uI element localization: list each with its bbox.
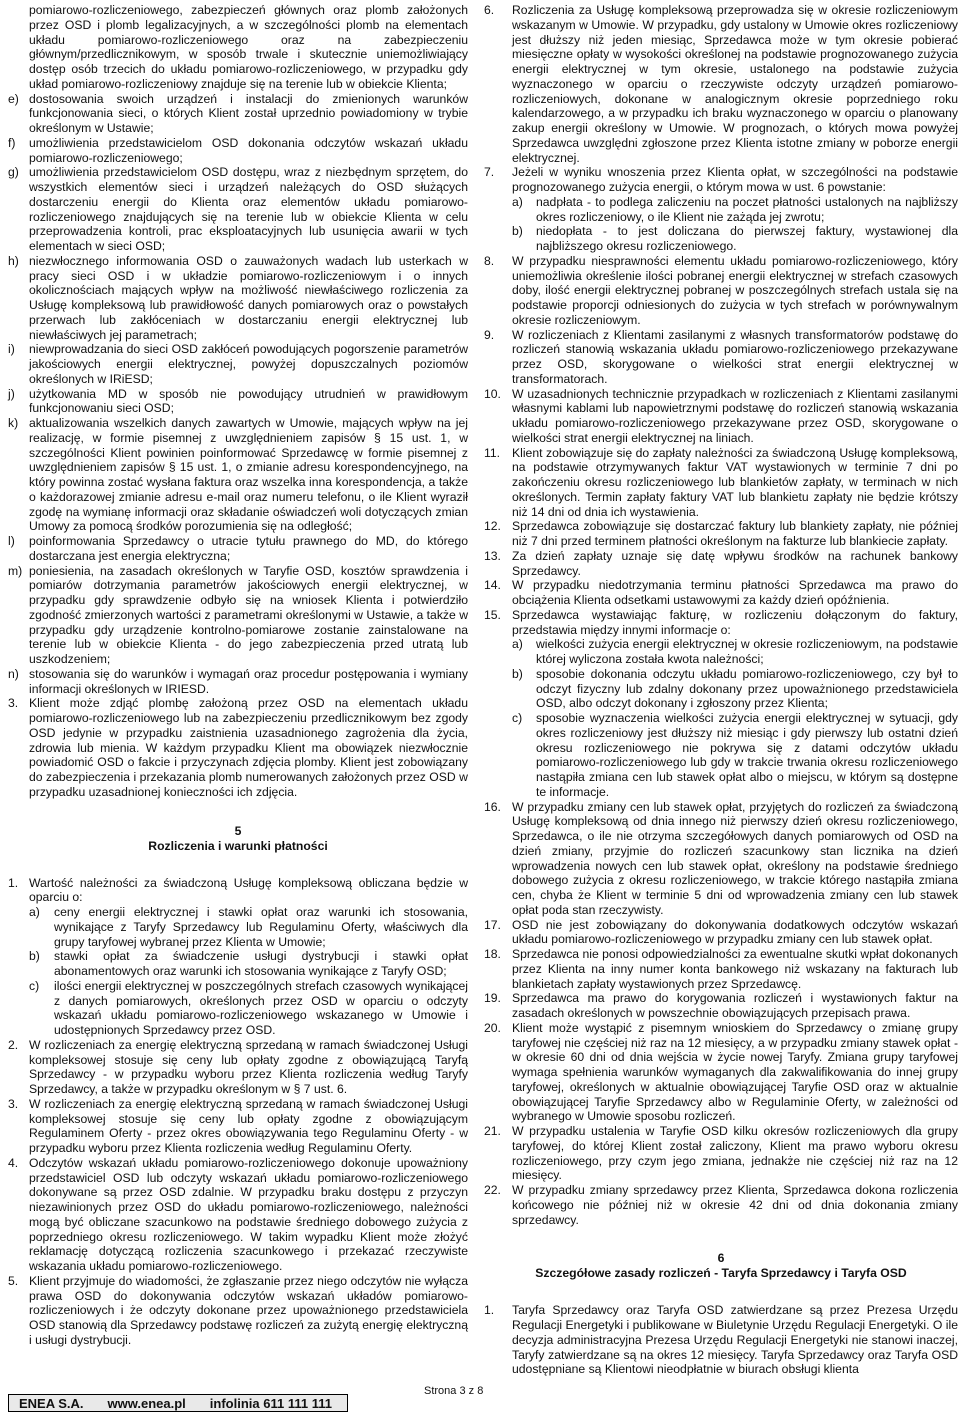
- obligation-item: k) aktualizowania wszelkich danych zawartych w Umowie, mających wpływ na jej realizację, w formie pisemnej z uwzględnieniem zapisów § 15 ust. 1, w szczególności Klient powinien poinformować Sprzedawcę w formie pisemnej z uwzględnieniem zapisów § 15 ust. 1, o zmianie adresu korespondencyjnego, na który powinna zostać wysłana faktura oraz wszelka inna korespondencja, a także o każdorazowej zmianie adresu e-mail oraz numeru telefonu, o ile Klient wyraził zgodę na wymianę informacji oraz składanie oświadczeń woli dotyczących zmian Umowy za pomocą środków porozumienia się na odległość;: [8, 416, 468, 534]
- s5-clause: 13. Za dzień zapłaty uznaje się datę wpływu środków na rachunek bankowy Sprzedawcy.: [484, 548, 958, 578]
- obligation-item: g) umożliwienia przedstawicielom OSD dostępu, wraz z niezbędnym sprzętem, do wszystkich elementów sieci i urządzeń należących do OSD służących dostarczeniu energii do Klienta oraz elementów układu pomiarowo-rozliczeniowego znajdujących się na terenie lub w obiekcie Klienta w celu przeprowadzenia kontroli, prac eksploatacyjnych lub usunięcia awarii w tych elementach w sieci OSD;: [8, 165, 468, 253]
- obligation-item: e) dostosowania swoich urządzeń i instalacji do zmienionych warunków funkcjonowania sieci, o których Klient został uprzednio powiadomiony w trybie określonym w Ustawie;: [8, 91, 468, 135]
- s5-clause-1: 1. Wartość należności za świadczoną Usługę kompleksową obliczana będzie w oparciu o: a) ceny energii elektrycznej i stawki opłat oraz warunki ich stosowania, wynikające z Taryfy Sprzedawcy lub Regulaminu Oferty, właściwych dla grupy taryfowej wybranej przez Klienta w Umowie; b) stawki opłat za świadczenie usługi dystrybucji i stawki opłat abonamentowych oraz warunki ich stosowania wynikające z Taryfy OSD; c) ilości energii elektrycznej w poszczególnych strefach czasowych wynikającej z danych pomiarowych, określonych przez OSD w oparciu o odczyty wskazań układu pomiarowo-rozliczeniowego wskazanego w Umowie i udostępnionych Sprzedawcy przez OSD.: [8, 875, 468, 1037]
- obligations-list: [8, 92, 468, 697]
- s5-clause: 12. Sprzedawca zobowiązuje się dostarczać faktury lub blankiety zapłaty, nie później niż 7 dni przed terminem płatności określonym na fakturze lub blankiecie zapłaty.: [484, 519, 958, 548]
- sub-item: a) nadpłata - to podlega zaliczeniu na poczet płatności ustalonych na najbliższy okres rozliczeniowy, o ile Klient nie zażąda jej zwrotu;: [512, 194, 958, 224]
- s5-clauses: [8, 1038, 468, 1348]
- s5-clause: 18. Sprzedawca nie ponosi odpowiedzialności za ewentualne skutki wpłat dokonanych przez Klienta na inny numer konta bankowego niż wskazany na fakturach lub blankietach zapłaty wystawionych przez Sprzedawcę.: [484, 947, 958, 991]
- s5-clause: 7. Jeżeli w wyniku wnoszenia przez Klienta opłat, w szczególności na podstawie prognozowanego zużycia energii, o którym mowa w ust. 6 powstanie: a) nadpłata - to podlega zaliczeniu na poczet płatności ustalonych na najbliższy okres rozliczeniowy, o ile Klient nie zażąda jej zwrotu; b) niedopłata - to jest doliczana do pierwszej faktury, wystawionej dla najbliższego okresu rozliczeniowego.: [484, 165, 958, 253]
- clause-3: 3. Klient może zdjąć plombę założoną przez OSD na elementach układu pomiarowo-rozliczeniowego lub na zabezpieczeniu przedlicznikowym bez zgody OSD jedynie w przypadku zaistnienia uzasadnionego zagrożenia dla życia, zdrowia lub mienia. W każdym przypadku Klient ma obowiązek niezwłocznie powiadomić OSD o fakcie i przyczynach zdjęcia plomby. Klient jest zobowiązany do zabezpieczenia i przekazania plomb numerowanych założonych przez OSD w przypadku uzasadnionej konieczności ich zdjęcia.: [8, 696, 468, 799]
- s5-clause: 20. Klient może wystąpić z pisemnym wnioskiem do Sprzedawcy o zmianę grupy taryfowej nie częściej niż raz na 12 miesięcy, a w przypadku zmiany stawek opłat - w okresie 60 dni od dnia wejścia w życie nowej Taryfy. Zmiana grupy taryfowej wymaga spełnienia warunków wymaganych dla zakwalifikowania do innej grupy taryfowej, określonych w aktualnie obowiązującej Taryfie OSD oraz w aktualnie obowiązującej Taryfie Sprzedawcy albo w Regulaminie Oferty, w zależności od wybranego w Umowie sposobu rozliczeń.: [484, 1020, 958, 1124]
- s5-clause: 11. Klient zobowiązuje się do zapłaty należności za świadczoną Usługę kompleksową, na podstawie otrzymywanych faktur VAT wystawionych w terminie 7 dni po zakończeniu okresu rozliczeniowego lub blankietów zapłaty, w terminach w nich określonych. Termin zapłaty faktury VAT lub blankietu zapłaty nie będzie krótszy niż 14 dni od dnia ich wystawienia.: [484, 445, 958, 519]
- section-6-heading: [484, 1251, 958, 1281]
- sub-item: a) wielkości zużycia energii elektrycznej w okresie rozliczeniowym, na podstawie której wyliczona została kwota należności;: [512, 637, 958, 666]
- s5-clause: 19. Sprzedawca ma prawo do korygowania rozliczeń i wystawionych faktur na zasadach określonych w powszechnie obowiązujących przepisach prawa.: [484, 991, 958, 1020]
- sub-item: b) niedopłata - to jest doliczana do pierwszej faktury, wystawionej dla najbliższego okresu rozliczeniowego.: [512, 224, 958, 253]
- s6-clause-1: 1. Taryfa Sprzedawcy oraz Taryfa OSD zatwierdzane są przez Prezesa Urzędu Regulacji Energetyki i publikowane w Biuletynie Urzędu Regulacji Energetyki. O ile decyzja administracyjna Prezesa Urzędu Regulacji Energetyki nie stanowi inaczej, Taryfy zatwierdzane są na okres 12 miesięcy. Taryfa Sprzedawcy oraz Taryfa OSD udostępniane są Klientowi nieodpłatnie w biurach obsługi klienta: [484, 1303, 958, 1377]
- s5-clause: 15. Sprzedawca wystawiając fakturę, w rozliczeniu dołączonym do faktury, przedstawia między innymi informacje o: a) wielkości zużycia energii elektrycznej w okresie rozliczeniowym, na podstawie której wyliczona została kwota należności; b) sposobie dokonania odczytu układu pomiarowo-rozliczeniowego, czy był to odczyt fizyczny lub zdalny dokonany przez upoważnionego przedstawiciela OSD, albo odczyt dokonany i zgłoszony przez Klienta; c) sposobie wyznaczenia wielkości zużycia energii elektrycznej w sytuacji, gdy okres rozliczeniowy jest dłuższy niż miesiąc i gdy pierwszy lub ostatni dzień okresu rozliczeniowego nie pokrywa się z datami odczytów układu pomiarowo-rozliczeniowego lub gdy w trakcie trwania okresu rozliczeniowego nastąpiła zmiana cen lub stawek opłat albo o miejscu, w którym są dostępne te informacje.: [484, 607, 958, 799]
- s5-clause: 8. W przypadku niesprawności elementu układu pomiarowo-rozliczeniowego, który uniemożliwia określenie ilości pobranej energii elektrycznej w strefach czasowych doby, ilość energii elektrycznej pobranej w poszczególnych strefach ustala się na podstawie proporcji odniesionych do zużycia w tych strefach w porównywalnym okresie rozliczeniowym.: [484, 253, 958, 327]
- sub-item: c) sposobie wyznaczenia wielkości zużycia energii elektrycznej w sytuacji, gdy okres rozliczeniowy jest dłuższy niż miesiąc i gdy pierwszy lub ostatni dzień okresu rozliczeniowego nie pokrywa się z datami odczytów układu pomiarowo-rozliczeniowego lub gdy w trakcie trwania okresu rozliczeniowego nastąpiła zmiana cen lub stawek opłat albo o miejscu, w którym są dostępne te informacje.: [512, 711, 958, 799]
- continued-paragraph: pomiarowo-rozliczeniowego, zabezpieczeń głównych oraz plomb założonych przez OSD i plomb legalizacyjnych, a w szczególności plomb na elementach układu pomiarowo-rozliczeniowego oraz na zabezpieczeniu głównym/przedlicznikowym, w sposób trwale i skutecznie uniemożliwiający dostęp osób trzecich do układu pomiarowo-rozliczeniowego, w przypadku gdy układ pomiarowo-rozliczeniowy znajduje się na terenie lub w obiekcie Klienta;: [29, 3, 468, 91]
- footer-company: ENEA S.A.: [19, 1396, 84, 1411]
- s5-clause: 16. W przypadku zmiany cen lub stawek opłat, przyjętych do rozliczeń za świadczoną Usługę kompleksową od dnia innego niż pierwszy dzień okresu rozliczeniowego, Sprzedawca, o ile nie otrzyma szczegółowych danych pomiarowych od OSD na dzień zmiany, przyjmie do rozliczeń szacunkowy stan licznika na dzień wprowadzenia nowych cen lub stawek opłat, określony na podstawie średniego dobowego zużycia z okresu rozliczeniowego, w trakcie którego nastąpiła zmiana cen, chyba że Klient w terminie 5 dni od wprowadzenia zmiany cen lub stawek opłat poda stan rzeczywisty.: [484, 799, 958, 917]
- s5-clauses-continued: [484, 3, 958, 254]
- section-5-number: 5: [234, 823, 242, 838]
- s5-clause: 22. W przypadku zmiany sprzedawcy przez Klienta, Sprzedawca dokona rozliczenia końcowego nie później niż w okresie 42 dni od dnia dokonania zmiany sprzedawcy.: [484, 1183, 958, 1227]
- left-column: [8, 3, 468, 1348]
- sub-item: b) sposobie dokonania odczytu układu pomiarowo-rozliczeniowego, czy był to odczyt fizyczny lub zdalny dokonany przez upoważnionego przedstawiciela OSD, albo odczyt dokonany i zgłoszony przez Klienta;: [512, 666, 958, 711]
- s5-clause: 4. Odczytów wskazań układu pomiarowo-rozliczeniowego dokonuje upoważniony przedstawiciel OSD lub odczyty wskazań układu pomiarowo-rozliczeniowego dokonywane są przez OSD zdalnie. W przypadku braku dostępu z przyczyn niezawinionych przez OSD do układu pomiarowo-rozliczeniowego, należności mogą być obliczane szacunkowo na podstawie średniego dobowego zużycia z poprzedniego okresu rozliczeniowego. W takim wypadku Klient może złożyć reklamację dotyczącą rozliczenia szacunkowego i przekazać rzeczywiste wskazania układu pomiarowo-rozliczeniowego.: [8, 1155, 468, 1273]
- s5-clauses-end: [484, 800, 958, 1228]
- sub-item: c) ilości energii elektrycznej w poszczególnych strefach czasowych wynikającej z danych pomiarowych, określonych przez OSD w oparciu o odczyty wskazań układu pomiarowo-rozliczeniowego wskazanego w Umowie i udostępnionych Sprzedawcy przez OSD.: [29, 978, 468, 1037]
- section-6-number: 6: [717, 1251, 725, 1266]
- footer-website: www.enea.pl: [107, 1396, 186, 1411]
- obligation-item: n) stosowania się do warunków i wymagań oraz procedur postępowania i wymiany informacji określonych w IRIESD.: [8, 666, 468, 696]
- right-column: [484, 3, 958, 1377]
- s5-clause: 21. W przypadku ustalenia w Taryfie OSD kilku okresów rozliczeniowych dla grupy taryfowej, do której Klient został zaliczony, Klient ma prawo wyboru okresu rozliczeniowego, przy czym jego zmiana, jednakże nie częściej niż raz na 12 miesięcy.: [484, 1124, 958, 1183]
- obligation-item: l) poinformowania Sprzedawcy o utracie tytułu prawnego do MD, do którego dostarczana jest energia elektryczna;: [8, 534, 468, 563]
- clause-7-sublist: [512, 195, 958, 254]
- page-number: Strona 3 z 8: [424, 1385, 484, 1397]
- sub-item: a) ceny energii elektrycznej i stawki opłat oraz warunki ich stosowania, wynikające z Taryfy Sprzedawcy lub Regulaminu Oferty, właściwych dla grupy taryfowej wybranej przez Klienta w Umowie;: [29, 905, 468, 949]
- s5-clause: 5. Klient przyjmuje do wiadomości, że zgłaszanie przez niego odczytów nie wyłącza prawa OSD do dokonywania odczytów wskazań układów pomiarowo-rozliczeniowych i że odczyty dokonane przez upoważnionego przedstawiciela OSD stanowią dla Sprzedawcy podstawę rozliczeń za zużytą energię elektryczną i usługi dystrybucji.: [8, 1273, 468, 1347]
- s5-clause: 3. W rozliczeniach za energię elektryczną sprzedaną w ramach świadczonej Usługi kompleksowej stosuje się ceny lub opłaty zgodne z obowiązującym Regulaminem Oferty - przez okres obowiązywania tego Regulaminu Oferty - w przypadku wyboru przez Klienta rozliczenia według Regulaminu Oferty.: [8, 1096, 468, 1155]
- s5-clause-1-sublist: [29, 905, 468, 1038]
- obligation-item: f) umożliwienia przedstawicielom OSD dokonania odczytów wskazań układu pomiarowo-rozliczeniowego;: [8, 135, 468, 165]
- sub-item: b) stawki opłat za świadczenie usługi dystrybucji i stawki opłat abonamentowych oraz warunki ich stosowania wynikające z Taryfy OSD;: [29, 949, 468, 978]
- s5-clause: 2. W rozliczeniach za energię elektryczną sprzedaną w ramach świadczonej Usługi kompleksowej stosuje się ceny lub opłaty zgodne z obowiązującą Taryfą Sprzedawcy - w przypadku wyboru przez Klienta rozliczenia według Taryfy Sprzedawcy, a także w przypadku określonym w § 7 ust. 6.: [8, 1037, 468, 1096]
- footer-hotline: infolinia 611 111 111: [209, 1396, 332, 1411]
- obligation-item: j) użytkowania MD w sposób nie powodujący utrudnień w prawidłowym funkcjonowaniu sieci OSD;: [8, 386, 468, 416]
- s5-clause: 17. OSD nie jest zobowiązany do dokonywania dodatkowych odczytów wskazań układu pomiarowo-rozliczeniowego w przypadku zmiany cen lub stawek opłat.: [484, 917, 958, 947]
- section-5-heading: [8, 824, 468, 854]
- s5-clause: 6. Rozliczenia za Usługę kompleksową przeprowadza się w okresie rozliczeniowym wskazanym w Umowie. W przypadku, gdy ustalony w Umowie okres rozliczeniowy jest dłuższy niż jeden miesiąc, Sprzedawca może w tym okresie pobierać miesięczne opłaty w wysokości określonej na podstawie prognozowanego zużycia energii elektrycznej w tym okresie, ustalonego na podstawie zużycia wyznaczonego w oparciu o rzeczywiste odczyty urządzeń pomiarowo-rozliczeniowych, dokonane w analogicznym okresie poprzedniego roku kalendarzowego, a w przypadku ich braku wyznaczonego w oparciu o planowany zakup energii określony w Umowie. W prognozach, o których mowa powyżej Sprzedawca uwzględni zgłoszone przez Klienta istotne zmiany w poborze energii elektrycznej.: [484, 3, 958, 165]
- clause-15-sublist: [512, 637, 958, 799]
- obligation-item: m) poniesienia, na zasadach określonych w Taryfie OSD, kosztów sprawdzenia i pomiarów dotrzymania parametrów jakościowych energii elektrycznej, w przypadku gdy sprawdzenie odbyło się na wniosek Klienta i potwierdziło zgodność zmierzonych wartości z parametrami określonymi w Ustawie, a także w przypadku gdy urządzenie kontrolno-pomiarowe zostanie zainstalowane na terenie lub w obiekcie Klienta - do jego zabezpieczenia przed utratą lub uszkodzeniem;: [8, 563, 468, 666]
- footer-bar: [8, 1394, 348, 1412]
- s5-clause: 9. W rozliczeniach z Klientami zasilanymi z własnych transformatorów podstawę do rozliczeń stanowią wskazania układu pomiarowo-rozliczeniowego przekazywane przez OSD, skorygowane o wielkości strat energii elektrycznej w transformatorach.: [484, 327, 958, 386]
- obligation-item: h) niezwłocznego informowania OSD o zauważonych wadach lub usterkach w pracy sieci OSD i w układzie pomiarowo-rozliczeniowym i o innych okolicznościach mających wpływ na możliwość niewłaściwego rozliczenia za Usługę kompleksową lub prawidłowość danych pomiarowych oraz o powstałych przerwach lub zakłóceniach w dostarczaniu energii elektrycznej lub niewłaściwych jej parametrach;: [8, 253, 468, 342]
- s5-clauses-mid: [484, 254, 958, 800]
- obligation-item: i) niewprowadzania do sieci OSD zakłóceń powodujących pogorszenie parametrów jakościowych energii elektrycznej, powyżej dopuszczalnych poziomów określonych w IRiESD;: [8, 342, 468, 386]
- section-6-title: Szczegółowe zasady rozliczeń - Taryfa Sprzedawcy i Taryfa OSD: [535, 1266, 907, 1281]
- section-5-title: Rozliczenia i warunki płatności: [148, 838, 328, 853]
- s5-clause: 10. W uzasadnionych technicznie przypadkach w rozliczeniach z Klientami zasilanymi własnymi kablami lub napowietrznymi podstawę do rozliczeń stanowią wskazania układu pomiarowo-rozliczeniowego przekazywane przez OSD, skorygowane o wielkości strat energii elektrycznej na liniach.: [484, 386, 958, 445]
- s5-clause: 14. W przypadku niedotrzymania terminu płatności Sprzedawca ma prawo do obciążenia Klienta odsetkami ustawowymi za każdy dzień opóźnienia.: [484, 578, 958, 607]
